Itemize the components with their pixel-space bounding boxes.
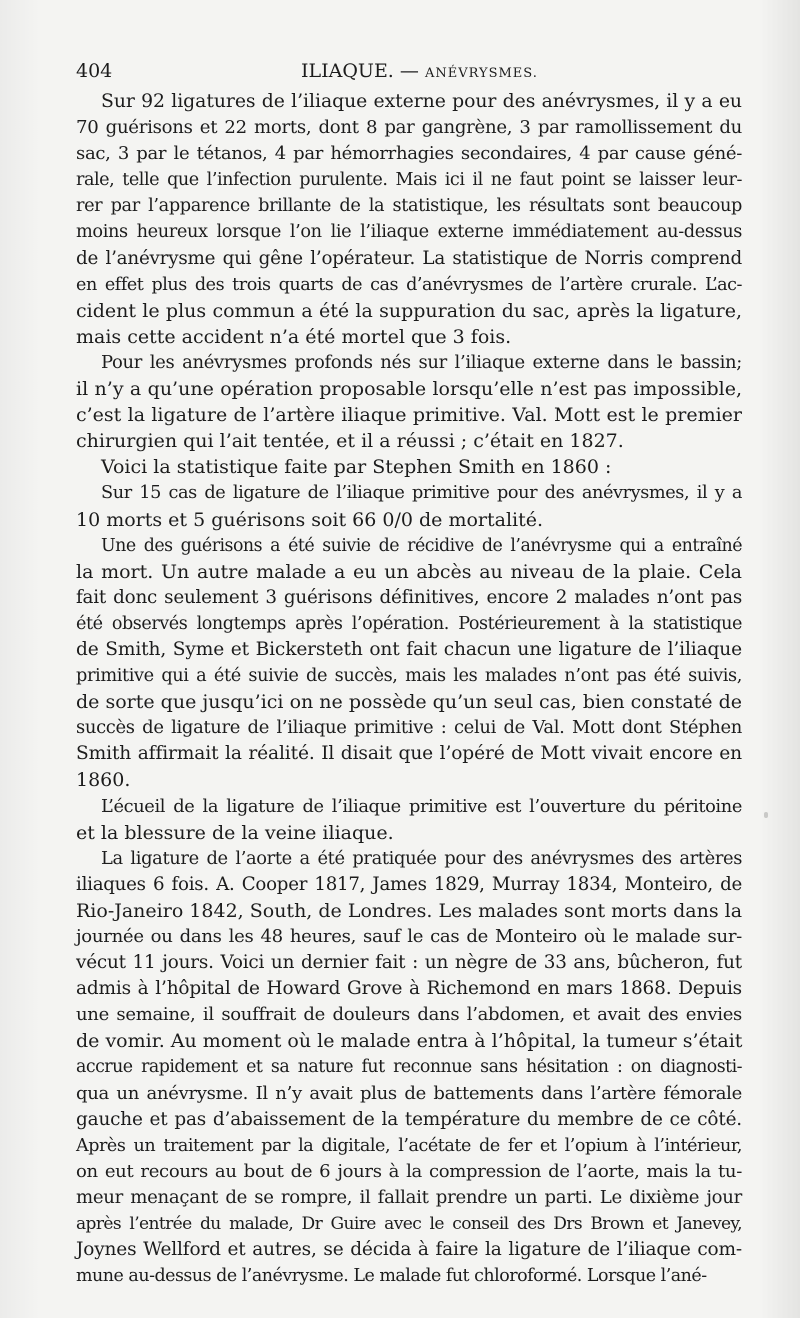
text-line: gauche et pas d’abaissement de la température du membre de ce côté.	[76, 1108, 742, 1130]
text-line: admis à l’hôpital de Howard Grove à Richemond en mars 1868. Depuis	[76, 978, 742, 1000]
text-line: Rio-Janeiro 1842, South, de Londres. Les malades sont morts dans la	[76, 899, 743, 922]
text-line: on eut recours au bout de 6 jours à la compression de l’aorte, mais la tu-	[76, 1160, 742, 1182]
text-line: meur menaçant de se rompre, il fallait prendre un parti. Le dixième jour	[76, 1186, 742, 1208]
text-line: de Smith, Syme et Bickersteth ont fait chacun une ligature de l’iliaque	[76, 638, 742, 660]
text-line: primitive qui a été suivie de succès, mais les malades n’ont pas été suivis,	[76, 666, 742, 687]
text-line: de vomir. Au moment où le malade entra à l’hôpital, la tumeur s’était	[76, 1030, 743, 1053]
text-line: été observés longtemps après l’opération. Postérieurement à la statistique	[76, 613, 742, 634]
text-line: Une des guérisons a été suivie de récidive de l’anévrysme qui a entraîné	[101, 535, 742, 556]
text-line: Smith affirmait la réalité. Il disait que l’opéré de Mott vivait encore en	[76, 743, 742, 765]
text-line: et la blessure de la veine iliaque.	[76, 821, 394, 844]
text-line: qua un anévrysme. Il n’y avait plus de battements dans l’artère fémorale	[76, 1082, 742, 1104]
text-line: Voici la statistique faite par Stephen Smith en 1860 :	[101, 456, 612, 479]
text-line: accrue rapidement et sa nature fut reconnue sans hésitation : on diagnosti-	[76, 1057, 742, 1078]
text-line: vécut 11 jours. Voici un dernier fait : un nègre de 33 ans, bûcheron, fut	[76, 952, 742, 974]
title-subtitle: ANÉVRYSMES.	[424, 66, 538, 81]
text-line: 10 morts et 5 guérisons soit 66 0/0 de mortalité.	[76, 508, 544, 531]
title-word: ILIAQUE.	[301, 60, 394, 82]
text-line: succès de ligature de l’iliaque primitive : celui de Val. Mott dont Stéphen	[76, 717, 742, 739]
title-dash: —	[399, 60, 419, 82]
text-line: il n’y a qu’une opération proposable lorsqu’elle n’est pas impossible,	[76, 378, 742, 401]
text-line: iliaques 6 fois. A. Cooper 1817, James 1829, Murray 1834, Monteiro, de	[76, 873, 742, 895]
text-line: la mort. Un autre malade a eu un abcès au niveau de la plaie. Cela	[76, 560, 742, 583]
body-text	[76, 89, 742, 1289]
text-line: sac, 3 par le tétanos, 4 par hémorrhagies secondaires, 4 par cause géné-	[76, 143, 742, 165]
text-line: 1860.	[76, 769, 131, 792]
text-line: Joynes Wellford et autres, se décida à faire la ligature de l’iliaque com-	[76, 1239, 742, 1261]
text-line: rer par l’apparence brillante de la statistique, les résultats sont beaucoup	[76, 196, 742, 217]
text-line: c’est la ligature de l’artère iliaque primitive. Val. Mott est le premier	[76, 404, 742, 427]
page-number: 404	[76, 60, 113, 82]
text-line: chirurgien qui l’ait tentée, et il a réussi ; c’était en 1827.	[76, 430, 624, 453]
margin-smudge	[764, 812, 768, 818]
text-line: Après un traitement par la digitale, l’acétate de fer et l’opium à l’intérieur,	[76, 1135, 742, 1156]
text-line: La ligature de l’aorte a été pratiquée pour des anévrysmes des artères	[101, 847, 742, 869]
running-title	[301, 56, 538, 89]
text-line: après l’entrée du malade, Dr Guire avec le conseil des Drs Brown et Janevey,	[76, 1214, 742, 1235]
text-line: cident le plus commun a été la suppuration du sac, après la ligature,	[76, 299, 742, 322]
text-line: une semaine, il souffrait de douleurs dans l’abdomen, et avait des envies	[76, 1004, 742, 1026]
text-line: Sur 92 ligatures de l’iliaque externe pour des anévrysmes, il y a eu	[101, 91, 742, 112]
text-line: rale, telle que l’infection purulente. Mais ici il ne faut point se laisser leur-	[76, 170, 742, 191]
text-line: mune au-dessus de l’anévrysme. Le malade fut chloroformé. Lorsque l’ané-	[76, 1266, 707, 1287]
text-line: L’écueil de la ligature de l’iliaque primitive est l’ouverture du péritoine	[101, 795, 742, 817]
text-line: journée ou dans les 48 heures, sauf le cas de Monteiro où le malade sur-	[76, 926, 742, 947]
running-head	[76, 56, 742, 86]
text-line: mais cette accident n’a été mortel que 3 fois.	[76, 325, 512, 348]
text-line: de l’anévrysme qui gêne l’opérateur. La statistique de Norris comprend	[76, 247, 742, 269]
text-line: fait donc seulement 3 guérisons définitives, encore 2 malades n’ont pas	[76, 586, 742, 608]
text-line: en effet plus des trois quarts de cas d’anévrysmes de l’artère crurale. L’ac-	[76, 274, 742, 295]
text-line: 70 guérisons et 22 morts, dont 8 par gangrène, 3 par ramollissement du	[76, 117, 742, 139]
text-line: Pour les anévrysmes profonds nés sur l’iliaque externe dans le bassin;	[101, 351, 742, 373]
text-line: moins heureux lorsque l’on lie l’iliaque externe immédiatement au-dessus	[76, 222, 742, 243]
text-line: de sorte que jusqu’ici on ne possède qu’un seul cas, bien constaté de	[76, 691, 742, 714]
text-line: Sur 15 cas de ligature de l’iliaque primitive pour des anévrysmes, il y a	[101, 483, 742, 504]
